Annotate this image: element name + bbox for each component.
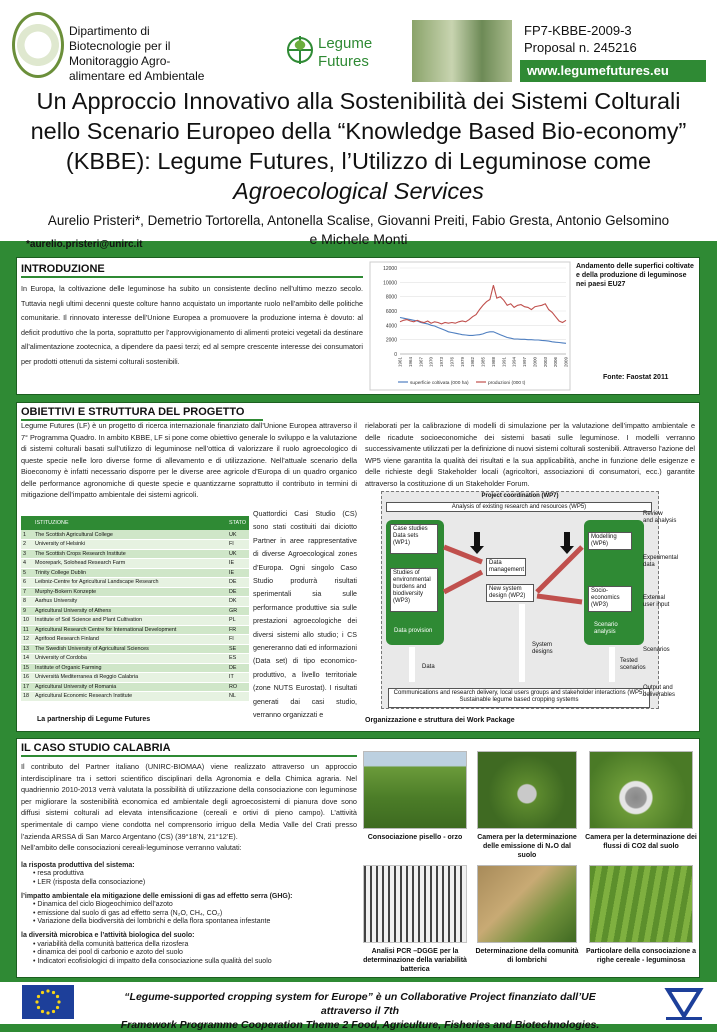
- funding-statement: [100, 990, 620, 1032]
- title-line: nello Scenario Europeo della “Knowledge Based Bio-economy”: [30, 118, 687, 144]
- partners-table: [21, 516, 249, 702]
- table-cell: 1: [21, 530, 33, 540]
- x-tick-label: 1964: [407, 357, 413, 368]
- y-tick-label: 10000: [383, 280, 397, 287]
- x-tick-label: 2003: [542, 357, 548, 368]
- project-code: FP7-KBBE-2009-3: [524, 23, 632, 38]
- y-tick-label: 4000: [385, 323, 397, 330]
- table-cell: DE: [227, 578, 249, 588]
- objectives-text-left: Legume Futures (LF) è un progetto di ricerca internazionale finanziato dall’Unione Europea attraverso il 7° Programma Quadro. In ambito KBBE, LF si pone come obiettivo generale lo sviluppo e la valutazione di sistemi colturali basati sull’utilizzo di leguminose nell’ottica di valorizzare il ruolo agroecologico di queste specie nelle loro diverse forme di allevamento e di utilizzazione. Nell’attuale scenario della Bioeconomy è infatti necessario disporre per le diverse aree agricole d’Europa di un quadro organico delle performance agronomiche di queste specie e quantizzarne soprattutto il contributo in termini di mitigazione dell’impatto ambientale dei sistemi agricoli.: [21, 421, 357, 499]
- diagram-arrows: [382, 492, 660, 710]
- university-seal-logo: [12, 12, 64, 78]
- table-cell: PL: [227, 616, 249, 626]
- objectives-text-middle: Quattordici Casi Studio (CS) sono stati costituiti dai diciotto Partner in aree rappresentative di diverse Agroecological zones d’Europa. Ogni singolo Caso Studio produrrà risultati sperimentali sia sulle performance produttive sia sulle prestazioni agroecologiche dei diversi sistemi allo studio; i CS genereranno dati ed informazioni (Data set) di tipo economico-produttivo, a livello territoriale (zone NUTS Eurostat). I risultati generati dai casi studio, verranno organizzati e: [253, 510, 357, 720]
- table-cell: FR: [227, 625, 249, 635]
- list-item: • Variazione della biodiversità dei lombrichi e della flora spontanea infestante: [33, 918, 357, 927]
- data-provision-label: Data provision: [394, 628, 433, 634]
- list-item: • resa produttiva: [33, 870, 357, 879]
- case-study-lists: [21, 862, 357, 967]
- output-label: Output and deliverables: [643, 685, 676, 698]
- intro-title: INTRODUZIONE: [21, 262, 363, 278]
- photo-caption: Camera per la determinazione dei flussi di CO2 dal suolo: [585, 834, 697, 850]
- table-cell: Leibniz-Centre for Agricultural Landscape Research: [33, 578, 227, 588]
- eu-star-icon: [37, 995, 40, 998]
- case-study-list-intro: Nell’ambito delle consociazioni cereali-leguminose verranno valutati:: [21, 843, 242, 853]
- table-row: [21, 578, 249, 588]
- red-arrow: [444, 572, 482, 592]
- table-row: [21, 540, 249, 550]
- department-line: alimentare ed Ambientale: [69, 69, 205, 83]
- black-arrow: [560, 532, 574, 554]
- photo-caption: Determinazione della comunità di lombrichi: [475, 948, 579, 964]
- poster-title: [10, 86, 707, 206]
- department-line: Dipartimento di: [69, 24, 150, 38]
- eu-star-icon: [57, 1000, 60, 1003]
- table-cell: The Scottish Crops Research Institute: [33, 549, 227, 559]
- funding-line: “Legume-supported cropping system for Europe” è un Collaborative Project finanziato dall’UE attraverso il 7th: [124, 991, 596, 1017]
- eu-star-icon: [52, 991, 55, 994]
- title-line: Un Approccio Innovativo alla Sostenibilità dei Sistemi Colturali: [36, 88, 681, 114]
- table-cell: DK: [227, 597, 249, 607]
- table-cell: 2: [21, 540, 33, 550]
- eu-star-icon: [52, 1010, 55, 1013]
- table-row: [21, 625, 249, 635]
- table-cell: Agricultural University of Athens: [33, 606, 227, 616]
- list-item: • emissione dal suolo di gas ad effetto serra (N₂O, CH₄, CO₂): [33, 910, 357, 919]
- department-line: Monitoraggio Agro-: [69, 54, 171, 68]
- table-cell: NL: [227, 692, 249, 702]
- table-cell: IE: [227, 568, 249, 578]
- table-row: [21, 568, 249, 578]
- table-cell: Agrifood Research Finland: [33, 635, 227, 645]
- svg-text:Legume: Legume: [318, 35, 373, 52]
- objectives-text-right: rielaborati per la calibrazione di modelli di simulazione per la valutazione dell’impatto ambientale e delle ricadute socioeconomiche dei sistemi basati sulle leguminose. I modelli verranno successivamente utilizzati per la definizione di nuovi sistemi colturali sostenibili. Attraverso l’azione del WP5 viene garantita la qualità dei risultati e la sua applicabilità, anche in funzione delle esigenze e delle richieste degli Stakeholder locali (agricoltori, associazioni di consumatori, ecc.) garantite attraverso la costituzione di un Stakeholder Forum.: [365, 421, 695, 488]
- list-title: l’impatto ambientale ela mitigazione delle emissioni di gas ad effetto serra (GHG):: [21, 892, 293, 900]
- x-tick-label: 2006: [553, 357, 559, 368]
- department-name: [69, 24, 204, 84]
- case-study-text: Il contributo del Partner italiano (UNIRC-BIOMAA) viene realizzato attraverso un approccio interdisciplinare tra i settori scientifico disciplinari della Agronomia e della Chimica agraria. Nel quadriennio 2010-2013 verrà valutata la possibilità di utilizzazione della consociazione con leguminose per migliorare la sostenibilità economica ed ambientale degli agroecosistemi di pianura dove sono diffusi sistemi colturali ad elevata intensificazione (cereali e ortivi di pieno campo). L’attività sperimentale di campo viene condotta nel comprensorio irriguo della Media Valle del Crati presso l’azienda ARSSA di San Marco Argentano (CS) (39°18’N, 21°12’E).: [21, 762, 357, 841]
- x-tick-label: 1994: [511, 357, 517, 368]
- objectives-panel: [16, 402, 700, 732]
- website-link[interactable]: www.legumefutures.eu: [520, 60, 706, 82]
- table-cell: DE: [227, 587, 249, 597]
- table-cell: FI: [227, 540, 249, 550]
- table-cell: 11: [21, 625, 33, 635]
- eu-star-icon: [37, 1006, 40, 1009]
- table-row: [21, 606, 249, 616]
- table-cell: GR: [227, 606, 249, 616]
- table-row: [21, 654, 249, 664]
- x-tick-label: 1985: [480, 357, 486, 368]
- x-tick-label: 2000: [532, 357, 538, 368]
- table-cell: 13: [21, 644, 33, 654]
- eu-stars-icon: [22, 985, 74, 1019]
- wp5-analysis-box: Analysis of existing research and resources (WP5): [386, 502, 652, 512]
- scenario-analysis-label: Scenario analysis: [594, 622, 618, 635]
- y-tick-label: 2000: [385, 337, 397, 344]
- pea-barley-field-photo: [363, 751, 467, 829]
- wp2-box: New system design (WP2): [486, 584, 534, 602]
- table-header: ISTITUZIONE: [33, 516, 227, 530]
- table-row: [21, 682, 249, 692]
- table-cell: 16: [21, 673, 33, 683]
- experimental-label: Experimental data: [643, 555, 679, 568]
- table-row: [21, 635, 249, 645]
- table-cell: Murphy-Bokern Konzepte: [33, 587, 227, 597]
- list-item: • Dinamica del ciclo Biogeochimico dell’azoto: [33, 901, 357, 910]
- title-line: (KBBE): Legume Futures, l’Utilizzo di Leguminose come: [65, 148, 652, 174]
- table-row: [21, 597, 249, 607]
- x-tick-label: 1976: [449, 357, 455, 368]
- eu-star-icon: [46, 989, 49, 992]
- table-cell: 6: [21, 578, 33, 588]
- sustainable-text: Sustainable legume based cropping systems: [459, 697, 579, 703]
- table-cell: 5: [21, 568, 33, 578]
- table-row: [21, 644, 249, 654]
- list-item: • Indicatori ecofisiologici di impatto della consociazione sulla qualità del suolo: [33, 958, 357, 967]
- table-cell: 8: [21, 597, 33, 607]
- eu-star-icon: [41, 991, 44, 994]
- table-cell: Moorepark, Solohead Research Farm: [33, 559, 227, 569]
- y-tick-label: 0: [394, 352, 397, 358]
- table-cell: The Scottish Agricultural College: [33, 530, 227, 540]
- scenarios-label: Scenarios: [643, 647, 670, 653]
- black-arrow: [470, 532, 484, 554]
- table-cell: IE: [227, 559, 249, 569]
- authors-line: Aurelio Pristeri*, Demetrio Tortorella, Antonella Scalise, Giovanni Preiti, Fabio Gresta, Antonio Gelsomino: [47, 213, 670, 228]
- n2o-chamber-photo: [477, 751, 577, 829]
- table-cell: 4: [21, 559, 33, 569]
- title-line: Agroecological Services: [233, 178, 484, 204]
- table-cell: UK: [227, 530, 249, 540]
- table-row: [21, 663, 249, 673]
- table-cell: RO: [227, 682, 249, 692]
- eu-star-icon: [56, 995, 59, 998]
- intercrop-rows-photo: [589, 865, 693, 943]
- co2-chamber-photo: [589, 751, 693, 829]
- legume-trend-chart: [370, 262, 570, 390]
- table-cell: Agricultural Research Centre for International Development: [33, 625, 227, 635]
- x-tick-label: 1970: [428, 357, 434, 368]
- table-row: [21, 559, 249, 569]
- wp6-box: Modelling (WP6): [588, 532, 632, 550]
- legend-label: superficie coltivata (000 ha): [410, 381, 469, 386]
- list-item: • variabilità della comunità batterica della rizosfera: [33, 941, 357, 950]
- table-cell: FI: [227, 635, 249, 645]
- table-cell: Università Mediterranea di Reggio Calabria: [33, 673, 227, 683]
- x-tick-label: 1961: [397, 357, 403, 368]
- table-header: STATO: [227, 516, 249, 530]
- table-header: [21, 516, 33, 530]
- case-study-title: IL CASO STUDIO CALABRIA: [21, 741, 357, 757]
- eu-star-icon: [46, 1011, 49, 1014]
- system-designs-label: System designs: [532, 642, 553, 655]
- data-arrow-label: Data: [422, 664, 435, 670]
- legume-futures-logo: [285, 28, 395, 72]
- x-tick-label: 1982: [470, 357, 476, 368]
- x-tick-label: 1991: [501, 357, 507, 368]
- table-cell: DE: [227, 663, 249, 673]
- x-tick-label: 1997: [522, 357, 527, 368]
- y-tick-label: 6000: [385, 309, 397, 315]
- review-label: Review and analysis: [643, 511, 677, 524]
- funding-line: Framework Programme Cooperation Theme 2 Food, Agriculture, Fisheries and Biotechnologies.: [120, 1019, 600, 1031]
- tested-scenarios-label: Tested scenarios: [620, 658, 646, 671]
- intro-text: In Europa, la coltivazione delle leguminose ha subito un consistente declino nell’ultimo mezzo secolo. Tuttavia negli ultimi decenni queste colture hanno acquistato un importante ruolo nell’ambito delle politiche comunitarie. Il rinnovato interesse dell’Unione Europea a promuovere la produzione interna è dovuto: al deficit produttivo che la porta, soprattutto per l’approvvigionamento di alimenti proteici vegetali da destinare all’alimentazione zootecnica, a dipendere da paesi terzi; ed al sempre crescente interesse dei consumatori per prodotti ottenuti da sistemi colturali sostenibili.: [21, 284, 363, 366]
- eu-star-icon: [41, 1010, 44, 1013]
- wp1-box: Case studies Data sets (WP1): [390, 524, 438, 554]
- legend-label: produzioni (000 t): [488, 381, 526, 386]
- table-cell: 14: [21, 654, 33, 664]
- pcr-dgge-gel-photo: [363, 865, 467, 943]
- table-cell: 18: [21, 692, 33, 702]
- svg-text:Futures: Futures: [318, 53, 369, 70]
- x-tick-label: 1967: [418, 357, 424, 368]
- wp7-box: Project coordination (WP7): [384, 492, 656, 502]
- table-cell: SE: [227, 644, 249, 654]
- wp3-socio-box: Socio- economics (WP3): [588, 586, 632, 612]
- table-row: [21, 692, 249, 702]
- table-cell: Institute of Soil Science and Plant Cultivation: [33, 616, 227, 626]
- table-row: [21, 616, 249, 626]
- table-cell: The Swedish University of Agricultural Sciences: [33, 644, 227, 654]
- wp3-env-box: Studies of environmental burdens and biodiversity (WP3): [390, 568, 438, 612]
- photo-caption: Camera per la determinazione delle emissione di N₂O dal suolo: [477, 834, 577, 859]
- table-cell: Agricultural Economic Research Institute: [33, 692, 227, 702]
- intro-panel: [16, 257, 700, 395]
- wp-diagram: [381, 491, 659, 709]
- table-cell: UK: [227, 549, 249, 559]
- x-tick-label: 1973: [439, 357, 444, 368]
- red-arrow: [537, 547, 582, 592]
- table-cell: 10: [21, 616, 33, 626]
- seventh-framework-logo: [662, 984, 706, 1022]
- table-row: [21, 549, 249, 559]
- x-tick-label: 1988: [490, 357, 496, 368]
- comm-text: Communications and research delivery, local users groups and stakeholder interactions (WP5): [393, 690, 645, 696]
- authors-line: e Michele Monti: [309, 231, 408, 247]
- table-cell: Aarhus University: [33, 597, 227, 607]
- diagram-caption: Organizzazione e struttura dei Work Package: [365, 717, 515, 724]
- case-study-panel: [16, 738, 700, 978]
- photo-caption: Consociazione pisello - orzo: [367, 834, 463, 841]
- table-cell: Institute of Organic Farming: [33, 663, 227, 673]
- photo-caption: Particolare della consociazione a righe cereale - leguminosa: [585, 948, 697, 964]
- table-cell: 12: [21, 635, 33, 645]
- y-tick-label: 8000: [385, 294, 397, 301]
- chart-caption: Andamento delle superfici coltivate e della produzione di leguminose nei paesi EU27: [576, 263, 694, 288]
- chart-source: Fonte: Faostat 2011: [603, 374, 669, 381]
- table-row: [21, 587, 249, 597]
- list-title: la diversità microbica e l’attività biologica del suolo:: [21, 931, 195, 939]
- objectives-title: OBIETTIVI E STRUTTURA DEL PROGETTO: [21, 405, 263, 421]
- table-cell: Agricultural University of Romania: [33, 682, 227, 692]
- eu-flag-logo: [22, 985, 74, 1019]
- chart-background: [370, 262, 570, 390]
- table-caption: La partnership di Legume Futures: [37, 716, 151, 723]
- table-row: [21, 673, 249, 683]
- table-cell: IT: [227, 673, 249, 683]
- table-cell: University of Cordoba: [33, 654, 227, 664]
- list-item: • dinamica dei pool di carbonio e azoto del suolo: [33, 949, 357, 958]
- project-info: [524, 22, 637, 56]
- table-cell: 17: [21, 682, 33, 692]
- table-cell: 9: [21, 606, 33, 616]
- legume-plant-photo: [412, 20, 512, 82]
- poster-header: [0, 0, 717, 250]
- y-tick-label: 12000: [383, 266, 397, 272]
- list-title: la risposta produttiva del sistema:: [21, 861, 135, 869]
- table-cell: ES: [227, 654, 249, 664]
- external-label: External user input: [643, 595, 670, 608]
- red-arrow: [537, 596, 582, 602]
- department-line: Biotecnologie per il: [69, 39, 171, 53]
- table-cell: 7: [21, 587, 33, 597]
- data-management-box: Data management: [486, 558, 526, 576]
- table-row: [21, 530, 249, 540]
- eu-star-icon: [35, 1000, 38, 1003]
- proposal-number: Proposal n. 245216: [524, 40, 637, 55]
- list-item: • LER (risposta della consociazione): [33, 879, 357, 888]
- table-cell: 15: [21, 663, 33, 673]
- earthworm-sampling-photo: [477, 865, 577, 943]
- photo-caption: Analisi PCR –DGGE per la determinazione della variabilità batterica: [363, 948, 467, 973]
- contact-email[interactable]: *aurelio.pristeri@unirc.it: [26, 239, 143, 250]
- x-tick-label: 2009: [563, 357, 569, 368]
- eu-star-icon: [56, 1006, 59, 1009]
- table-cell: 3: [21, 549, 33, 559]
- table-cell: University of Helsinki: [33, 540, 227, 550]
- table-cell: Trinity College Dublin: [33, 568, 227, 578]
- x-tick-label: 1979: [459, 357, 465, 368]
